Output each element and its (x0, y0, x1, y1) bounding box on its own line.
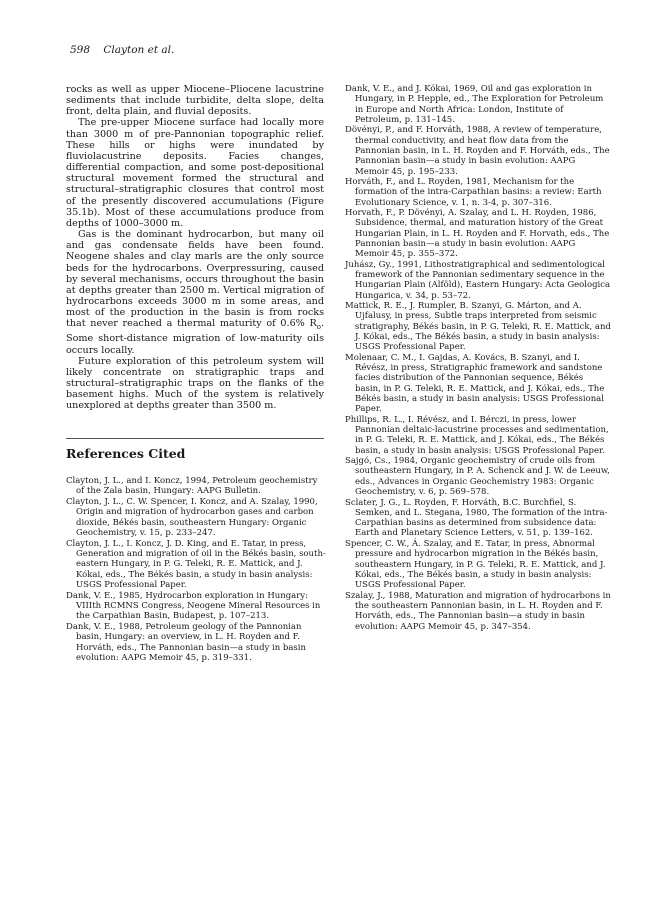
reference-entry: Clayton, J. L., C. W. Spencer, I. Koncz, and A. Szalay, 1990, Origin and migration of hydrocarbon gases and carbon dioxide, Békés basin, southeastern Hungary: Organic Geochemistry, v. 15, p. 233–247. (66, 497, 318, 538)
reference-entry: Phillips, R. L., I. Révész, and I. Bérczi, in press, lower Pannonian deltaic-lacustrine processes and sedimentation, in P. G. Teleki, R. E. Mattick, and J. Kókai, eds., The Békés basin, a study in basin analysis: USGS Professional Paper. (345, 414, 609, 456)
reference-entry: Clayton, J. L., I. Koncz, J. D. King, and E. Tatar, in press, Generation and migration of oil in the Békés basin, south-eastern Hungary, in P. G. Teleki, R. E. Mattick, and J. Kókai, eds., The Békés basin, a study in basin analysis: USGS Professional Paper. (66, 538, 326, 590)
reference-entry: Dank, V. E., 1985, Hydrocarbon exploration in Hungary: VIIIth RCMNS Congress, Neogene Mineral Resources in the Carpathian Basin, Budapest, p. 107–213. (66, 590, 321, 622)
reference-entry: Mattick, R. E., J. Rumpler, B. Szanyi, G. Márton, and A. Ujfalusy, in press, Subtle traps interpreted from seismic stratigraphy, Békés basin, in P. G. Teleki, R. E. Mattick, and J. Kókai, eds., The Békés basin, a study in basin analysis: USGS Professional Paper. (345, 301, 611, 353)
references-list-left (66, 476, 326, 664)
body-paragraph: Future exploration of this petroleum system will likely concentrate on stratigraphic traps and structural–stratigraphic traps on the flanks of the basement highs. Much of the system is relatively unexplored at depths greater than 3500 m. (66, 355, 324, 412)
page-header (70, 44, 174, 56)
reference-entry: Horvath, F., P. Dövényi, A. Szalay, and L. H. Royden, 1986, Subsidence, thermal, and maturation history of the Great Hungarian Plain, in L. H. Royden and F. Horvath, eds., The Pannonian basin—a study in basin evolution: AAPG Memoir 45, p. 355–372. (345, 208, 610, 260)
references-heading: References Cited (66, 446, 186, 461)
reference-entry: Clayton, J. L., and I. Koncz, 1994, Petroleum geochemistry of the Zala basin, Hungary: AAPG Bulletin. (66, 476, 318, 497)
body-text-column (66, 84, 324, 411)
body-paragraph (66, 229, 324, 356)
reference-entry: Sclater, J. G., L. Royden, F. Horváth, B.C. Burchfiel, S. Semken, and L. Stegana, 1980, The formation of the intra-Carpathian basins as determined from subsidence data: Earth and Planetary Science Letters, v. 51, p. 139–162. (345, 497, 608, 539)
references-list-right (345, 84, 611, 632)
running-head: Clayton et al. (103, 44, 175, 56)
subscript-o: o (316, 323, 321, 332)
body-paragraph-text-cont: . Some short-distance migration of low-maturity oils occurs locally. (66, 318, 324, 356)
reference-entry: Szalay, J., 1988, Maturation and migration of hydrocarbons in the southeastern Pannonian basin, in L. H. Royden and F. Horváth, eds., The Pannonian basin—a study in basin evolution: AAPG Memoir 45, p. 347–354. (345, 590, 611, 632)
reference-entry: Molenaar, C. M., I. Gajdas, A. Kovács, B. Szanyi, and I. Révész, in press, Stratigraphic framework and sandstone facies distribution of the Pannonian sequence, Békés basin, in P. G. Teleki, R. E. Mattick, and J. Kókai, eds., The Békés basin, a study in basin analysis: USGS Professional Paper. (345, 352, 605, 415)
body-paragraph-text: Gas is the dominant hydrocarbon, but many oil and gas condensate fields have been found. Neogene shales and clay marls are the only source beds for the hydrocarbons. Overpressuring, caused by several mechanisms, occurs throughout the basin at depths greater than 2500 m. Vertical migration of hydrocarbons exceeds 3000 m in some areas, and most of the production in the basin is from rocks that never reached a thermal maturity of 0.6% R (66, 229, 324, 330)
reference-entry: Dövényi, P., and F. Horváth, 1988, A review of temperature, thermal conductivity, and heat flow data from the Pannonian basin, in L. H. Royden and F. Horváth, eds., The Pannonian basin—a study in basin evolution: AAPG Memoir 45, p. 195–233. (345, 125, 610, 177)
page-number: 598 (70, 44, 91, 56)
reference-entry: Juhász, Gy., 1991, Lithostratigraphical and sedimentological framework of the Pannonian sedimentary sequence in the Hungarian Plain (Alföld), Eastern Hungary: Acta Geologica Hungarica, v. 34, p. 53–72. (345, 259, 611, 301)
reference-entry: Spencer, C. W., Á. Szalay, and E. Tatar, in press, Abnormal pressure and hydrocarbon migration in the Békés basin, southeastern Hungary, in P. G. Teleki, R. E. Mattick, and J. Kókai, eds., The Békés basin, a study in basin analysis: USGS Professional Paper. (345, 538, 606, 591)
body-paragraph: rocks as well as upper Miocene–Pliocene lacustrine sediments that include turbidite, delta slope, delta front, delta plain, and fluvial deposits. (66, 84, 324, 118)
reference-entry: Dank, V. E., and J. Kókai, 1969, Oil and gas exploration in Hungary, in P. Hepple, ed., The Exploration for Petroleum in Europe and North Africa: London, Institute of Petroleum, p. 131–145. (345, 84, 604, 125)
reference-entry: Sajgó, Cs., 1984, Organic geochemistry of crude oils from southeastern Hungary, in P. A. Schenck and J. W. de Leeuw, eds., Advances in Organic Geochemistry 1983: Organic Geochemistry, v. 6, p. 569–578. (345, 456, 610, 498)
section-rule (66, 438, 324, 439)
reference-entry: Horváth, F., and L. Royden, 1981, Mechanism for the formation of the intra-Carpathian basins: a review: Earth Evolutionary Science, v. 1, n. 3-4, p. 307–316. (345, 177, 602, 208)
reference-entry: Dank, V. E., 1988, Petroleum geology of the Pannonian basin, Hungary: an overview, in L. H. Royden and F. Horváth, eds., The Pannonian basin—a study in basin evolution: AAPG Memoir 45, p. 319–331. (66, 622, 306, 664)
body-paragraph: The pre-upper Miocene surface had locally more than 3000 m of pre-Pannonian topographic relief. These hills or highs were inundated by fluviolacustrine deposits. Facies changes, differential compaction, and some post-depositional structural movement formed the structural and structural–stratigraphic closures that control most of the presently discovered accumulations (Figure 35.1b). Most of these accumulations produce from depths of 1000–3000 m. (66, 117, 324, 229)
